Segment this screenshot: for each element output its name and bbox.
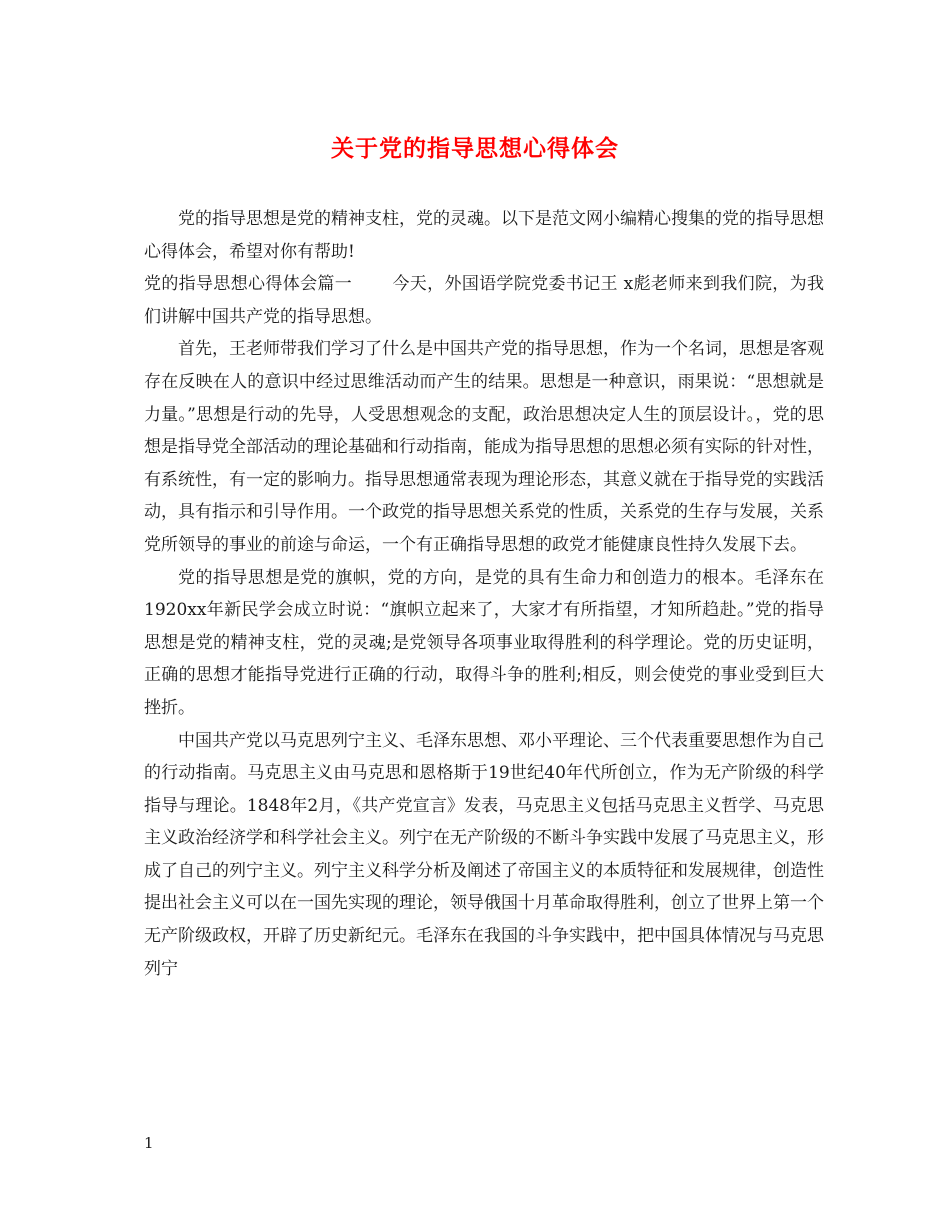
paragraph-banner: 党的指导思想是党的旗帜，党的方向，是党的具有生命力和创造力的根本。毛泽东在1920xx年新民学会成立时说：“旗帜立起来了，大家才有所指望，才知所趋赴。”党的指导思想是党的精神支柱，党的灵魂;是党领导各项事业取得胜利的科学理论。党的历史证明，正确的思想才能指导党进行正确的行动，取得斗争的胜利;相反，则会使党的事业受到巨大挫折。 [144,567,824,718]
paragraph-guidance: 中国共产党以马克思列宁主义、毛泽东思想、邓小平理论、三个代表重要思想作为自己的行动指南。马克思主义由马克思和恩格斯于19世纪40年代所创立，作为无产阶级的科学指导与理论。1848年2月，《共产党宣言》发表，马克思主义包括马克思主义哲学、马克思主义政治经济学和科学社会主义。列宁在无产阶级的不断斗争实践中发展了马克思主义，形成了自己的列宁主义。列宁主义科学分析及阐述了帝国主义的本质特征和发展规律，创造性提出社会主义可以在一国先实现的理论，领导俄国十月革命取得胜利，创立了世界上第一个无产阶级政权，开辟了历史新纪元。毛泽东在我国的斗争实践中，把中国具体情况与马克思列宁 [144,730,824,979]
document-title: 关于党的指导思想心得体会 [331,135,619,162]
paragraph-first: 首先，王老师带我们学习了什么是中国共产党的指导思想，作为一个名词，思想是客观存在反映在人的意识中经过思维活动而产生的结果。思想是一种意识，雨果说：“思想就是力量。”思想是行动的先导，人受思想观念的支配，政治思想决定人生的顶层设计。，党的思想是指导党全部活动的理论基础和行动指南，能成为指导思想的思想必须有实际的针对性，有系统性，有一定的影响力。指导思想通常表现为理论形态，其意义就在于指导党的实践活动，具有指示和引导作用。一个政党的指导思想关系党的性质，关系党的生存与发展，关系党所领导的事业的前途与命运，一个有正确指导思想的政党才能健康良性持久发展下去。 [144,339,824,555]
section-heading: 党的指导思想心得体会篇一 [144,274,353,295]
paragraph-intro: 党的指导思想是党的精神支柱，党的灵魂。以下是范文网小编精心搜集的党的指导思想心得体会，希望对你有帮助! [144,209,824,262]
section-text: 今天，外国语学院党委书记王 x彪老师来到我们院，为我们讲解中国共产党的指导思想。 [144,274,824,327]
page-number: 1 [144,1134,154,1152]
document-body [144,203,824,985]
paragraph-section-one [144,268,824,333]
